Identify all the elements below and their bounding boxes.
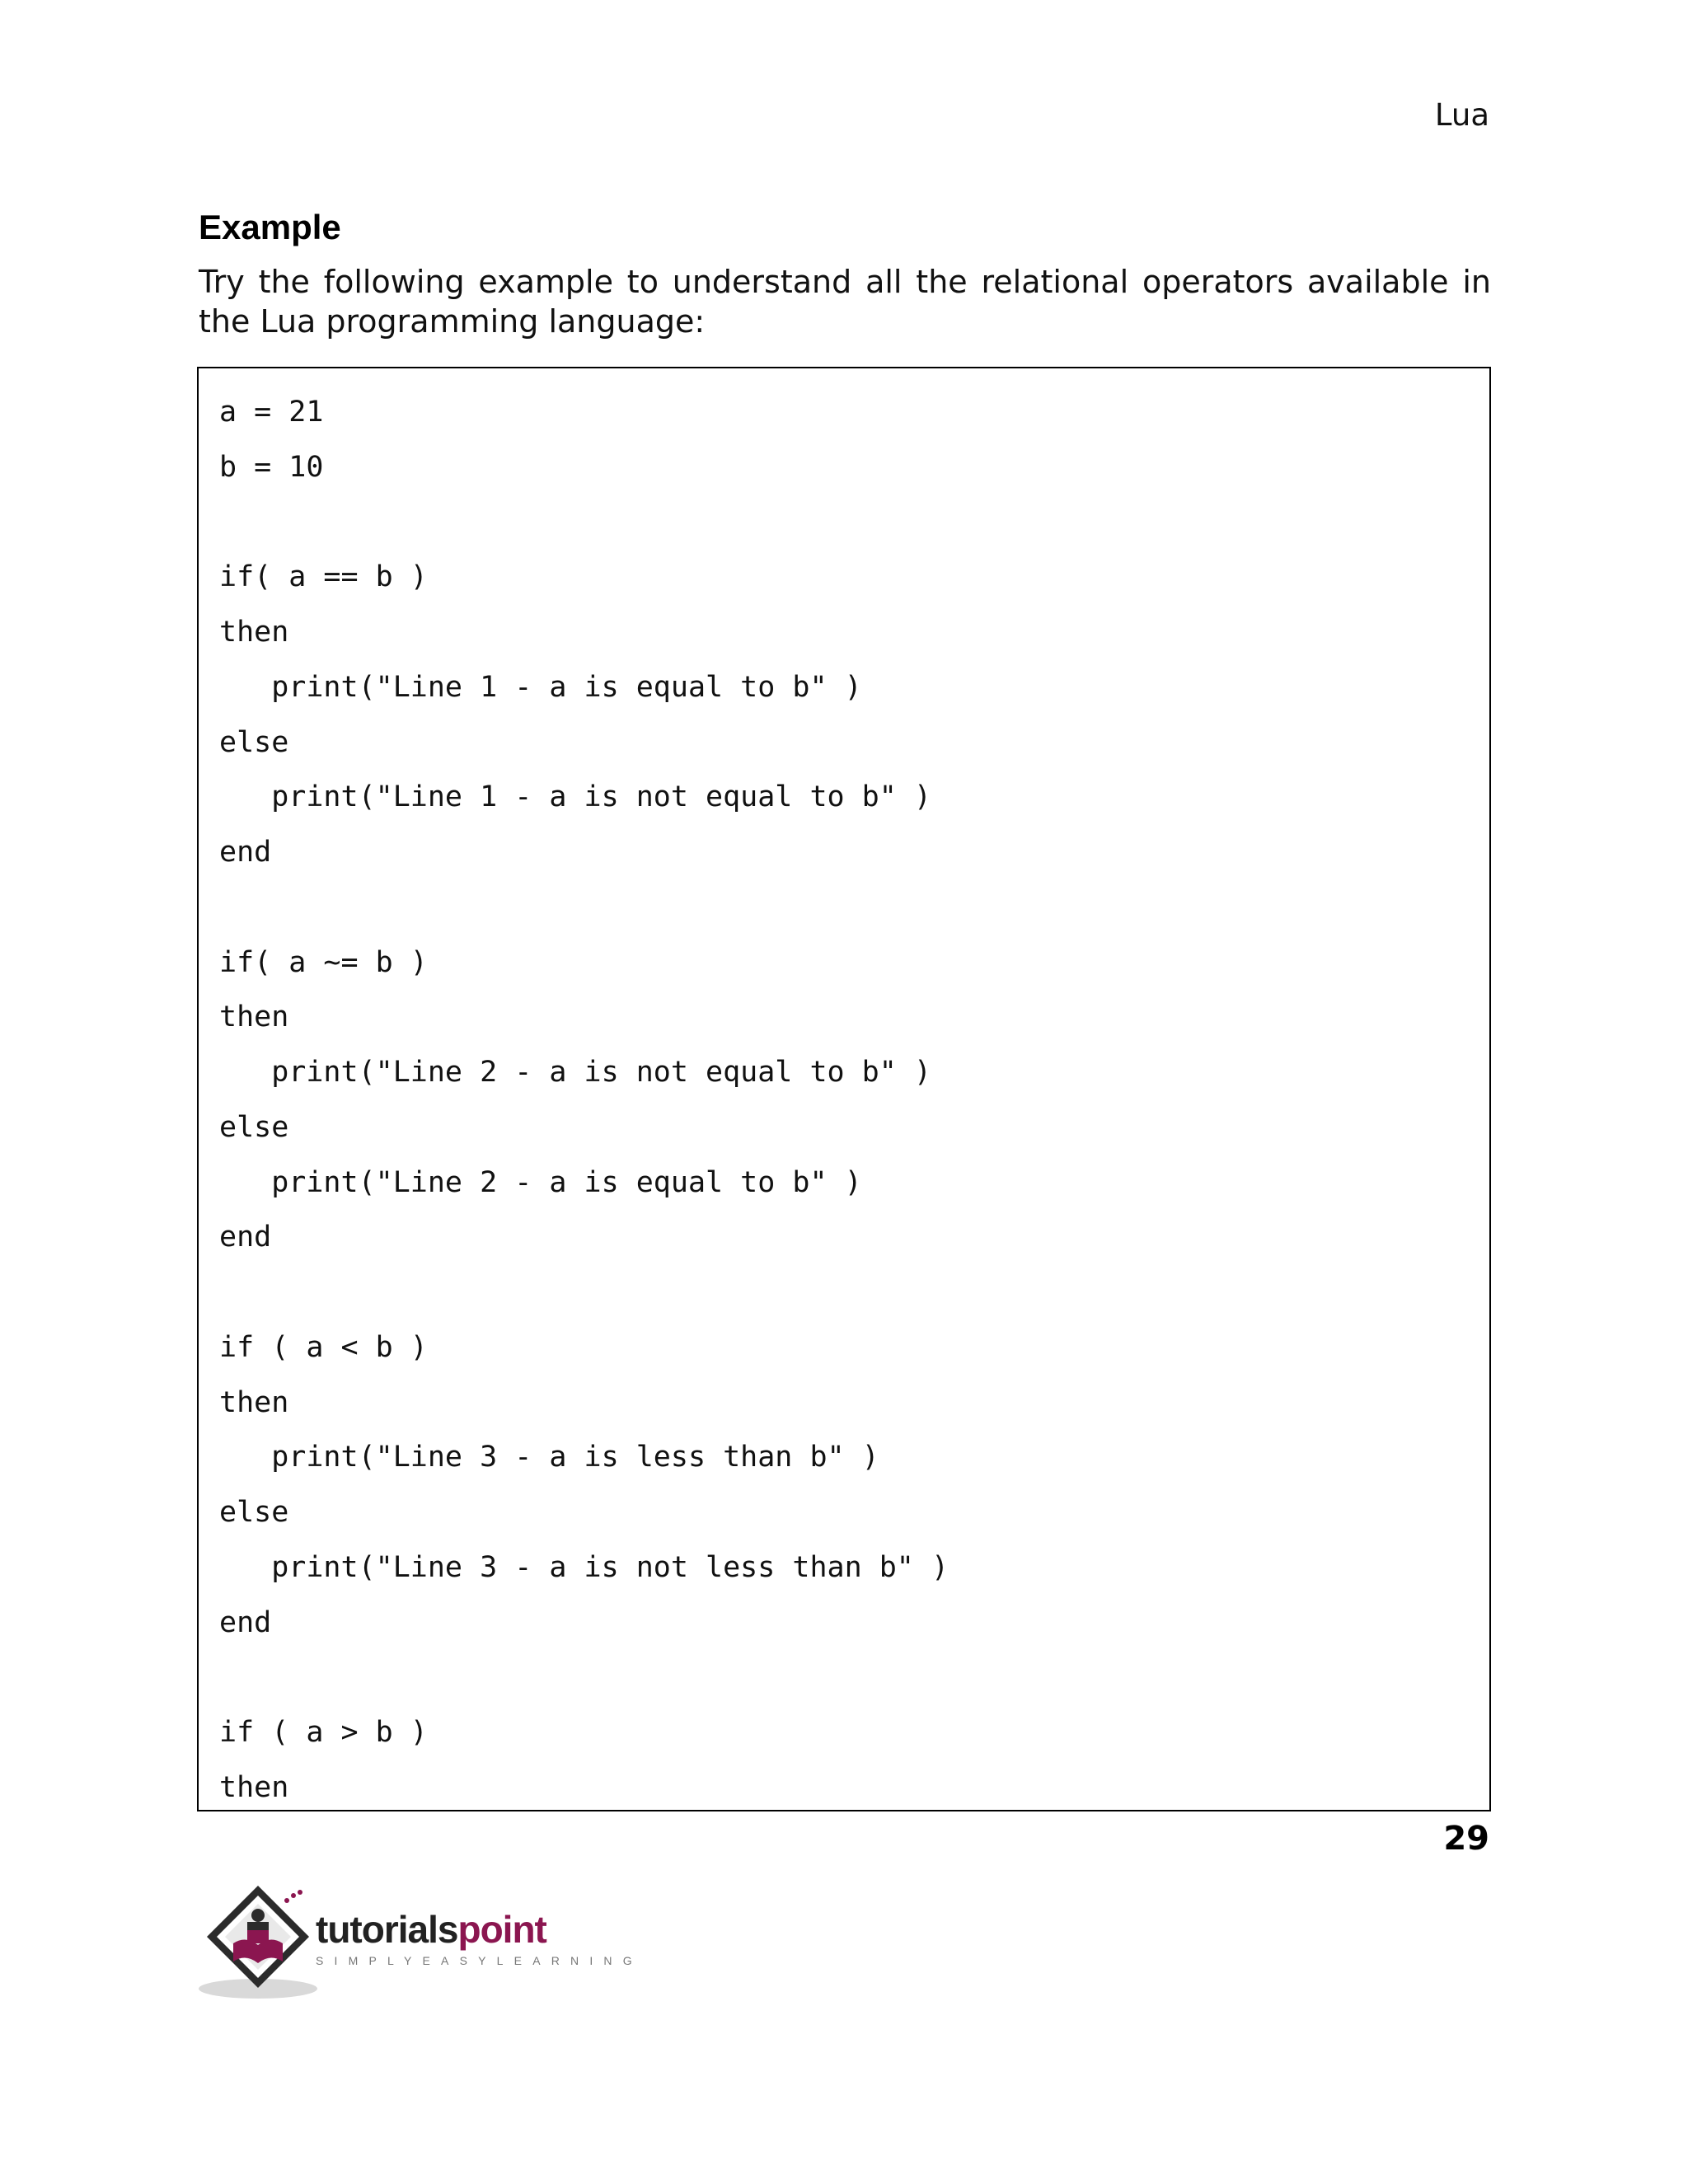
- code-lines: [219, 385, 949, 1811]
- running-header-title: Lua: [1434, 97, 1489, 133]
- code-line: else: [219, 1110, 289, 1144]
- logo-word-tutorials: tutorials: [316, 1908, 458, 1951]
- section-heading: Example: [199, 208, 341, 246]
- code-line: then: [219, 1770, 289, 1804]
- code-line: end: [219, 836, 272, 869]
- code-line: print("Line 2 - a is equal to b" ): [219, 1165, 862, 1199]
- code-line: if( a ~= b ): [219, 945, 428, 979]
- code-line: then: [219, 1385, 289, 1419]
- code-line: else: [219, 1496, 289, 1529]
- code-line: print("Line 1 - a is equal to b" ): [219, 670, 862, 704]
- logo-word-point: point: [457, 1908, 546, 1951]
- code-line: [219, 1265, 949, 1320]
- page-number: 29: [1443, 1820, 1489, 1858]
- code-line: end: [219, 1605, 272, 1639]
- code-line: print("Line 3 - a is not less than b" ): [219, 1550, 950, 1584]
- code-line: b = 10: [219, 450, 324, 484]
- code-line: [219, 880, 949, 935]
- code-line: if ( a > b ): [219, 1716, 428, 1749]
- code-line: if( a == b ): [219, 560, 428, 594]
- code-block: [197, 367, 1491, 1811]
- code-line: end: [219, 1221, 272, 1254]
- tutorialspoint-logo: [196, 1879, 643, 2003]
- code-line: then: [219, 616, 289, 649]
- code-line: print("Line 3 - a is less than b" ): [219, 1441, 879, 1474]
- intro-paragraph: Try the following example to understand all the relational operators available in the Lua programming language:: [199, 264, 1491, 340]
- code-line: then: [219, 1001, 289, 1034]
- code-line: print("Line 1 - a is not equal to b" ): [219, 780, 931, 814]
- code-line: a = 21: [219, 396, 324, 429]
- code-line: else: [219, 725, 289, 759]
- logo-emblem-icon: [196, 1879, 320, 2003]
- code-line: print("Line 2 - a is not equal to b" ): [219, 1056, 931, 1089]
- logo-tagline: SIMPLYEASYLEARNING: [316, 1954, 643, 1967]
- code-line: [219, 495, 949, 551]
- code-line: if ( a < b ): [219, 1330, 428, 1364]
- logo-wordmark: [316, 1907, 546, 1952]
- code-line: [219, 1650, 949, 1705]
